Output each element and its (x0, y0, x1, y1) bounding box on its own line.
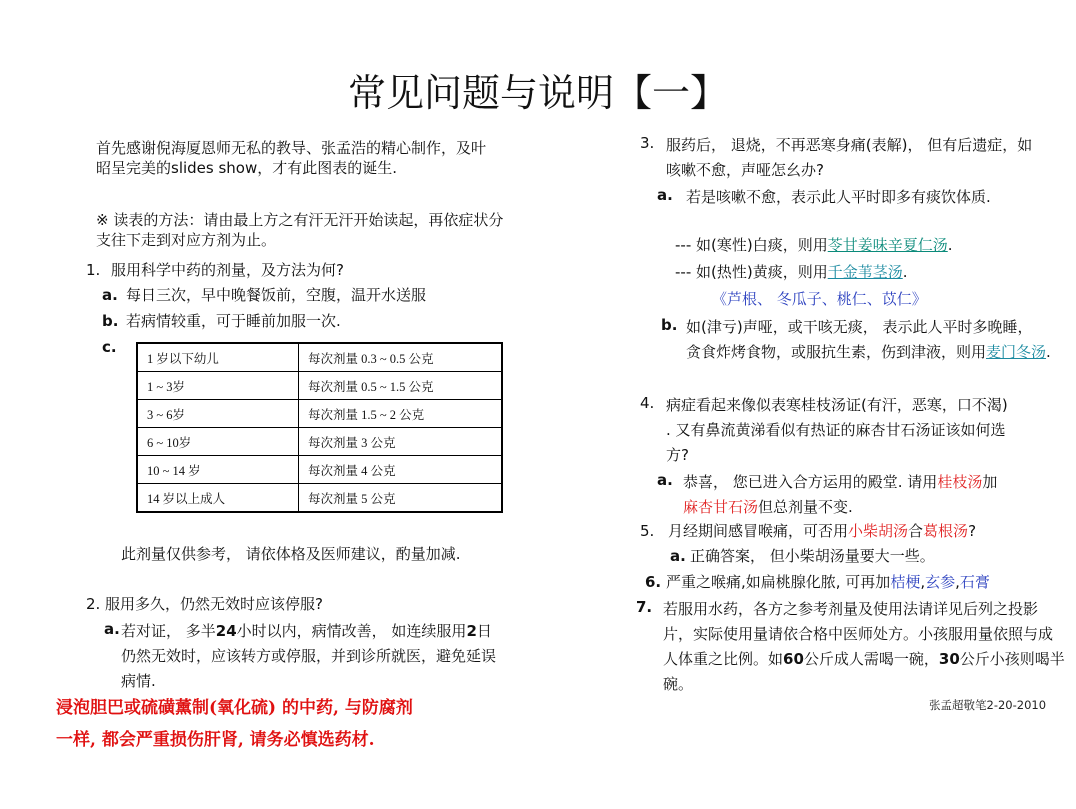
q4-a-text-post: 但总剂量不变. (758, 498, 853, 516)
formula-link[interactable]: 麦门冬汤 (986, 343, 1047, 361)
q3-dash2 (675, 262, 1055, 282)
q2-a-bold-hours: 24 (215, 622, 237, 640)
q1-b-label: b. (102, 312, 119, 330)
q6-sep: , (955, 573, 960, 591)
q5-a-label: a. (670, 547, 686, 565)
dose-cell: 每次剂量 1.5 ~ 2 公克 (299, 400, 503, 428)
q4-number: 4. (640, 394, 655, 412)
q3-question: 服药后， 退烧，不再恶寒身痛(表解)， 但有后遗症，如咳嗽不愈，声哑怎幺办? (666, 136, 1033, 179)
age-cell: 10 ~ 14 岁 (137, 456, 299, 484)
q3-b-label: b. (661, 316, 678, 334)
table-row (137, 484, 502, 513)
q1-question: 服用科学中药的剂量，及方法为何? (111, 261, 344, 279)
formula-link[interactable]: 苓甘姜味辛夏仁汤 (827, 236, 948, 254)
q4-a-text (683, 470, 1003, 520)
warning-line-2: 一样, 都会严重损伤肝肾, 请务必慎选药材. (56, 730, 375, 750)
q7-text-part: 公斤小孩则喝半碗。 (663, 650, 1065, 693)
q1-c-label: c. (102, 338, 117, 356)
q5-a-text: 正确答案， 但小柴胡汤量要大一些。 (690, 547, 935, 565)
dose-cell: 每次剂量 4 公克 (299, 456, 503, 484)
q7-bold-weight: 60 (783, 650, 804, 668)
age-cell: 14 岁以上成人 (137, 484, 299, 513)
q4-a-join: 加 (982, 473, 998, 491)
q2-a-text-part: 日仍然无效时，应该转方或停服，并到诊所就医，避免延误病情. (121, 622, 497, 690)
q3-a-text: 若是咳嗽不愈，表示此人平时即多有痰饮体质. (686, 188, 991, 206)
dose-cell: 每次剂量 3 公克 (299, 428, 503, 456)
q2-a-text-part: 小时以内，病情改善， 如连续服用 (236, 622, 467, 640)
q6-sep: , (920, 573, 926, 591)
q3-dash1 (675, 235, 1055, 255)
table-row (137, 428, 502, 456)
q7-text (663, 597, 1065, 697)
dose-cell: 每次剂量 5 公克 (299, 484, 503, 513)
q1-number: 1. (86, 261, 101, 279)
signature: 张孟超敬笔2-20-2010 (929, 698, 1047, 712)
q2-a-label: a. (104, 620, 120, 638)
q3-dash1-text: --- 如(寒性)白痰，则用 (675, 236, 828, 254)
q6-number: 6. (645, 573, 662, 591)
table-row (137, 372, 502, 400)
dose-cell: 每次剂量 0.3 ~ 0.5 公克 (299, 343, 503, 372)
q2-a-text (121, 619, 497, 694)
herb-blue: 桔梗 (890, 573, 921, 591)
q1-a-label: a. (102, 286, 118, 304)
q3-dash2-post: . (902, 263, 908, 281)
age-cell: 1 ~ 3岁 (137, 372, 299, 400)
q5-question (668, 521, 1068, 541)
q3-b-post: . (1046, 343, 1051, 361)
formula-red: 麻杏甘石汤 (683, 498, 759, 516)
q3-dash1-post: . (947, 236, 953, 254)
q5-post: ? (968, 522, 977, 540)
q3-b-text-part: 如(津亏)声哑，或干咳无痰， 表示此人平时多晚睡， 贪食炸烤食物，或服抗生素，伤到津液，则用 (686, 318, 1033, 361)
q4-a-text-part: 恭喜， 您已进入合方运用的殿堂. 请用 (683, 473, 938, 491)
formula-red: 桂枝汤 (937, 473, 983, 491)
age-cell: 1 岁以下幼儿 (137, 343, 299, 372)
q6-text (666, 572, 1066, 592)
age-cell: 6 ~ 10岁 (137, 428, 299, 456)
reading-method-note: ※ 读表的方法：请由最上方之有汗无汗开始读起，再依症状分支往下走到对应方剂为止。 (96, 211, 504, 249)
dose-note: 此剂量仅供参考， 请依体格及医师建议，酌量加减. (121, 545, 461, 563)
formula-link[interactable]: 千金苇茎汤 (827, 263, 903, 281)
q1-a-text: 每日三次，早中晚餐饭前，空腹，温开水送服 (126, 286, 427, 304)
q2-a-text-part: 若对证， 多半 (121, 622, 216, 640)
q7-bold-weight: 30 (938, 650, 960, 668)
q3-herbs: 《芦根、 冬瓜子、桃仁、苡仁》 (712, 290, 927, 308)
q2-a-bold-days: 2 (466, 622, 477, 640)
age-cell: 3 ~ 6岁 (137, 400, 299, 428)
q3-number: 3. (640, 134, 655, 152)
q4-question: 病症看起来像似表寒桂枝汤证(有汗，恶寒，口不渴) . 又有鼻流黄涕看似有热证的麻杏甘石汤证该如何选方? (666, 396, 1008, 464)
q3-b-text (686, 315, 1052, 365)
q5-number: 5. (640, 522, 655, 540)
herb-blue: 玄参 (925, 573, 956, 591)
table-row (137, 456, 502, 484)
q7-number: 7. (636, 598, 653, 616)
dose-cell: 每次剂量 0.5 ~ 1.5 公克 (299, 372, 503, 400)
q4-a-label: a. (657, 471, 673, 489)
dosage-table (136, 342, 503, 513)
formula-red: 小柴胡汤 (848, 522, 909, 540)
q2-number: 2. (86, 595, 101, 613)
q7-text-part: 若服用水药，各方之参考剂量及使用法请详见后列之投影片，实际使用量请依合格中医师处方。小孩服用量依照与成人体重之比例。如 (663, 600, 1054, 668)
intro-paragraph: 首先感谢倪海厦恩师无私的教导、张孟浩的精心制作，及叶昭呈完美的slides show，才有此图表的诞生. (96, 139, 487, 177)
table-row (137, 400, 502, 428)
formula-red: 葛根汤 (923, 522, 969, 540)
q1-b-text: 若病情较重，可于睡前加服一次. (126, 312, 341, 330)
q3-a-label: a. (657, 186, 673, 204)
q3-dash2-text: --- 如(热性)黄痰，则用 (675, 263, 828, 281)
q5-join: 合 (908, 522, 924, 540)
table-row (137, 343, 502, 372)
page-title: 常见问题与说明【一】 (347, 71, 728, 115)
warning-line-1: 浸泡胆巴或硫磺薰制(氧化硫) 的中药, 与防腐剂 (56, 698, 413, 718)
q5-text-part: 月经期间感冒喉痛，可否用 (668, 522, 849, 540)
q6-text-part: 严重之喉痛,如扁桃腺化脓, 可再加 (666, 573, 891, 591)
q7-text-part: 公斤成人需喝一碗， (803, 650, 939, 668)
q2-question: 服用多久，仍然无效时应该停服? (105, 595, 323, 613)
herb-blue: 石膏 (959, 573, 990, 591)
